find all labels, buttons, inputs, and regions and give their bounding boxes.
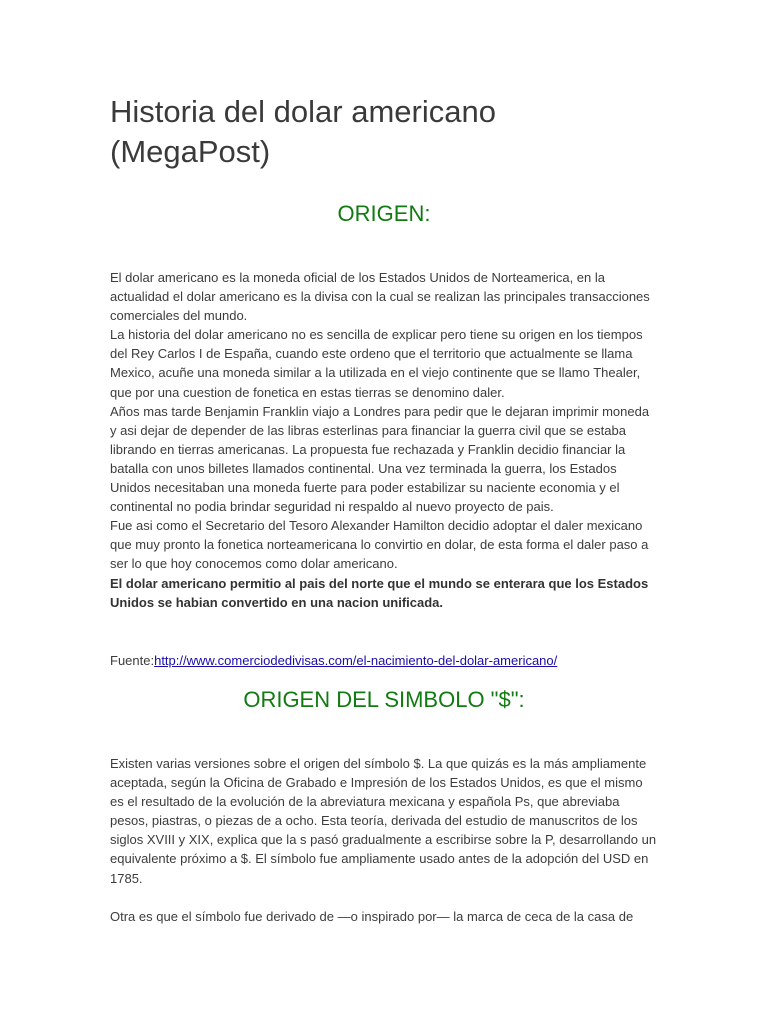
section-heading-origen: ORIGEN: xyxy=(337,201,431,226)
paragraph: Fue asi como el Secretario del Tesoro Alexander Hamilton decidio adoptar el daler mexicano que muy pronto la fonetica norteamericana lo convirtio en dolar, de esta forma el daler paso a ser lo que hoy conocemos como dolar americano. xyxy=(110,518,649,572)
source-line xyxy=(110,651,658,670)
section-heading-simbolo: ORIGEN DEL SIMBOLO "$": xyxy=(243,687,525,712)
paragraph: Existen varias versiones sobre el origen del símbolo $. La que quizás es la más ampliamente aceptada, según la Oficina de Grabado e Impresión de los Estados Unidos, es que el mismo es el resultado de la evolución de la abreviatura mexicana y española Ps, que abreviaba pesos, piastras, o piezas de a ocho. Esta teoría, derivada del estudio de manuscritos de los siglos XVIII y XIX, explica que la s pasó gradualmente a escribirse sobre la P, desarrollando un equivalente próximo a $. El símbolo fue ampliamente usado antes de la adopción del USD en 1785. xyxy=(110,756,657,886)
section-simbolo-body xyxy=(110,754,658,888)
bold-conclusion-text: El dolar americano permitio al pais del norte que el mundo se enterara que los Estados Unidos se habian convertido en una nacion unificada. xyxy=(110,575,649,610)
paragraph: El dolar americano es la moneda oficial de los Estados Unidos de Norteamerica, en la actualidad el dolar americano es la divisa con la cual se realizan las principales transacciones comerciales del mundo. xyxy=(110,270,650,324)
document-title: Historia del dolar americano (MegaPost) xyxy=(110,94,496,169)
source-link[interactable]: http://www.comerciodedivisas.com/el-nacimiento-del-dolar-americano/ xyxy=(154,653,558,668)
bold-conclusion xyxy=(110,574,658,612)
section-origen-body xyxy=(110,268,658,612)
paragraph: Años mas tarde Benjamin Franklin viajo a Londres para pedir que le dejaran imprimir moneda y asi dejar de depender de las libras esterlinas para financiar la guerra civil que se estaba librando en tierras americanas. La propuesta fue rechazada y Franklin decidio financiar la batalla con unos billetes llamados continental. Una vez terminada la guerra, los Estados Unidos necesitaban una moneda fuerte para poder estabilizar su naciente economia y el continental no podia brindar seguridad ni respaldo al nuevo proyecto de pais. xyxy=(110,403,650,515)
source-label: Fuente: xyxy=(110,653,155,668)
paragraph: Otra es que el símbolo fue derivado de —o inspirado por— la marca de ceca de la casa de xyxy=(110,909,634,924)
paragraph: La historia del dolar americano no es sencilla de explicar pero tiene su origen en los tiempos del Rey Carlos I de España, cuando este ordeno que el territorio que actualmente se llama Mexico, acuñe una moneda similar a la utilizada en el viejo continente que se llamo Thealer, que por una cuestion de fonetica en estas tierras se denomino daler. xyxy=(110,327,643,400)
section-simbolo-body-continued xyxy=(110,907,658,926)
